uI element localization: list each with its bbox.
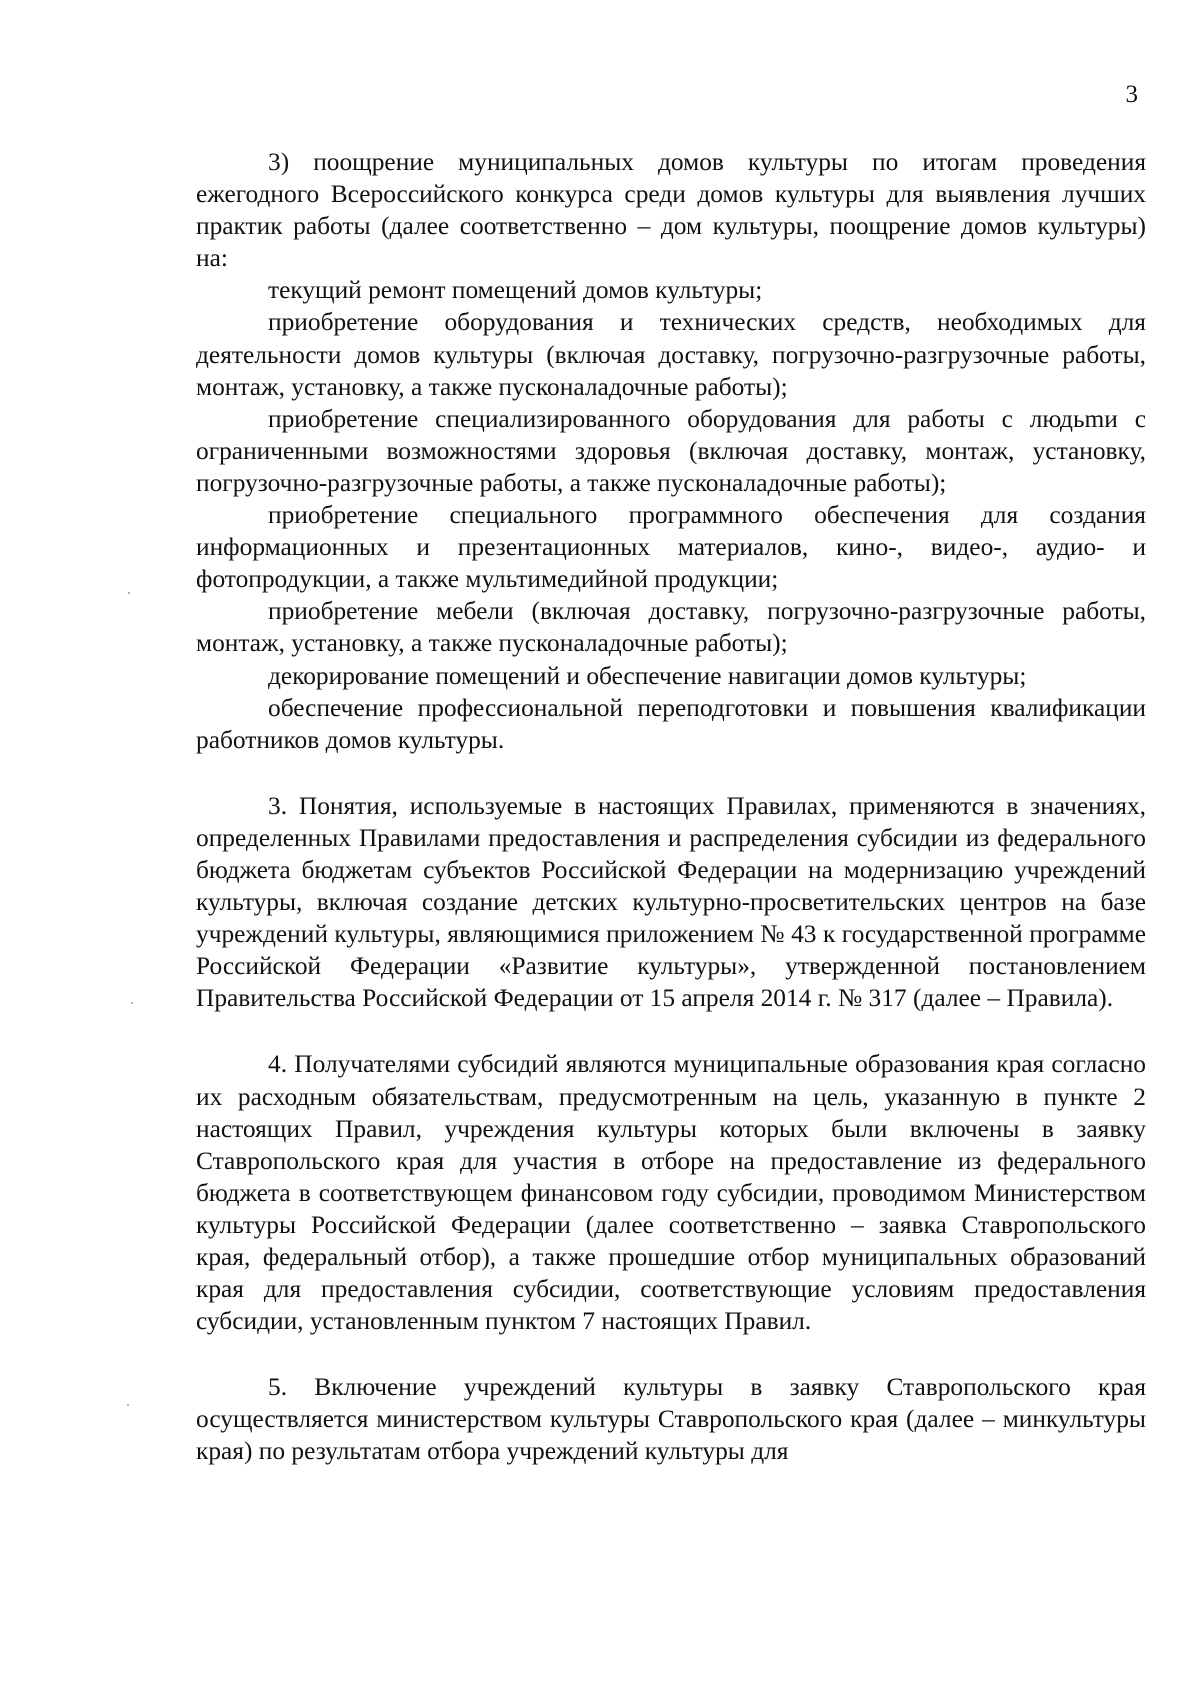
- paragraph-staff-training: обеспечение профессиональной переподготовки и повышения квалификации работников домов культуры.: [196, 693, 1146, 754]
- scan-artifact-dot: [128, 592, 130, 594]
- paragraph-section-4: 4. Получателями субсидий являются муниципальные образования края согласно их расходным обязательствам, предусмотренным на цель, указанную в пункте 2 настоящих Правил, учреждения культуры которых были включены в заявку Ставропольского края для участия в отборе на предоставление из федерального бюджета в соответствующем финансовом году субсидии, проводимом Министерством культуры Российской Федерации (далее соответственно – заявка Ставропольского края, федеральный отбор), а также прошедшие отбор муниципальных образований края для предоставления субсидии, соответствующие условиям предоставления субсидии, установленным пунктом 7 настоящих Правил.: [196, 1050, 1146, 1336]
- paragraph-decoration: декорирование помещений и обеспечение навигации домов культуры;: [268, 661, 1027, 690]
- paragraph-furniture-purchase: приобретение мебели (включая доставку, погрузочно-разгрузочные работы, монтаж, установку, а также пусконаладочные работы);: [196, 597, 1146, 658]
- paragraph-item-3: 3) поощрение муниципальных домов культуры по итогам проведения ежегодного Всероссийского конкурса среди домов культуры для выявления лучших практик работы (далее соответственно – дом культуры, поощрение домов культуры) на:: [196, 148, 1146, 273]
- scan-artifact-dot: [131, 1002, 133, 1004]
- paragraph-software-purchase: приобретение специального программного обеспечения для создания информационных и презентационных материалов, кино-, видео-, аудио- и фотопродукции, а также мультимедийной продукции;: [196, 501, 1146, 594]
- scan-artifact-dot: [127, 1404, 129, 1406]
- paragraph-section-3: 3. Понятия, используемые в настоящих Правилах, применяются в значениях, определенных Правилами предоставления и распределения субсидии из федерального бюджета бюджетам субъектов Российской Федерации на модернизацию учреждений культуры, включая создание детских культурно-просветительских центров на базе учреждений культуры, являющимися приложением № 43 к государственной программе Российской Федерации «Развитие культуры», утвержденной постановлением Правительства Российской Федерации от 15 апреля 2014 г. № 317 (далее – Правила).: [196, 791, 1146, 1013]
- page-number: 3: [1125, 81, 1138, 108]
- paragraph-section-5: 5. Включение учреждений культуры в заявку Ставропольского края осуществляется министерством культуры Ставропольского края (далее – минкультуры края) по результатам отбора учреждений культуры для: [196, 1373, 1146, 1466]
- paragraph-special-equipment: приобретение специализированного оборудования для работы с людьmи с ограниченными возможностями здоровья (включая доставку, монтаж, установку, погрузочно-разгрузочные работы, а также пусконаладочные работы);: [196, 404, 1146, 497]
- paragraph-current-repair: текущий ремонт помещений домов культуры;: [268, 276, 763, 305]
- paragraph-equipment-purchase: приобретение оборудования и технических средств, необходимых для деятельности домов культуры (включая доставку, погрузочно-разгрузочные работы, монтаж, установку, а также пусконаладочные работы);: [196, 308, 1146, 401]
- document-body: [196, 146, 1146, 1468]
